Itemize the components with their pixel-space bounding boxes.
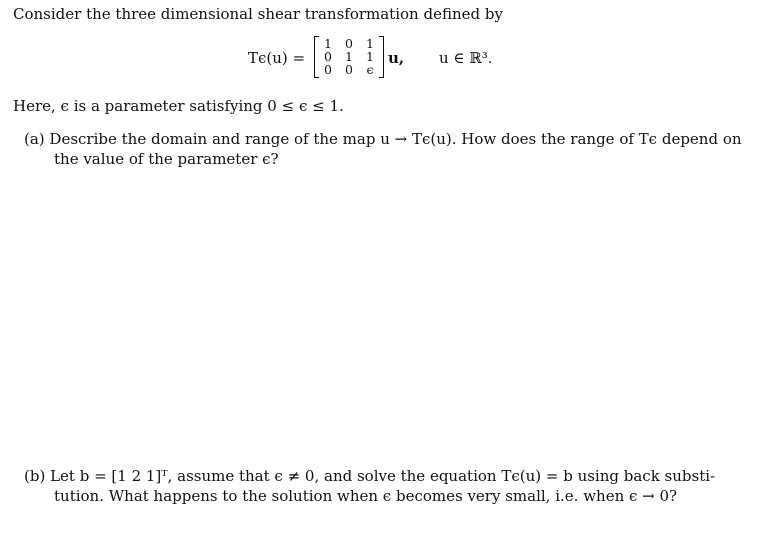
equation-domain: u ∈ ℝ³. — [439, 49, 493, 67]
question-b-line1: (b) Let b = [1 2 1]ᵀ, assume that ϵ ≠ 0, and solve the equation Tϵ(u) = b using back substi- — [24, 467, 716, 485]
shear-equation — [0, 36, 761, 80]
matrix-entry: ϵ — [366, 62, 374, 77]
matrix-entry: 1 — [366, 36, 374, 51]
matrix-entry: 0 — [345, 62, 353, 77]
matrix-entry: 1 — [345, 49, 353, 64]
matrix-entry: 1 — [324, 36, 332, 51]
shear-matrix — [314, 36, 384, 78]
question-a-line1: (a) Describe the domain and range of the map u → Tϵ(u). How does the range of Tϵ depend on — [24, 130, 742, 148]
parameter-text: Here, ϵ is a parameter satisfying 0 ≤ ϵ ≤ 1. — [13, 97, 344, 115]
equation-lhs: Tϵ(u) = — [248, 49, 306, 67]
matrix-entry: 0 — [345, 36, 353, 51]
question-b-line2: tution. What happens to the solution when ϵ becomes very small, i.e. when ϵ → 0? — [54, 487, 678, 505]
matrix-entry: 0 — [324, 49, 332, 64]
intro-text: Consider the three dimensional shear transformation defined by — [13, 5, 503, 23]
equation-vector: u, — [388, 49, 405, 67]
question-a-line2: the value of the parameter ϵ? — [54, 150, 279, 168]
matrix-entry: 0 — [324, 62, 332, 77]
matrix-entry: 1 — [366, 49, 374, 64]
